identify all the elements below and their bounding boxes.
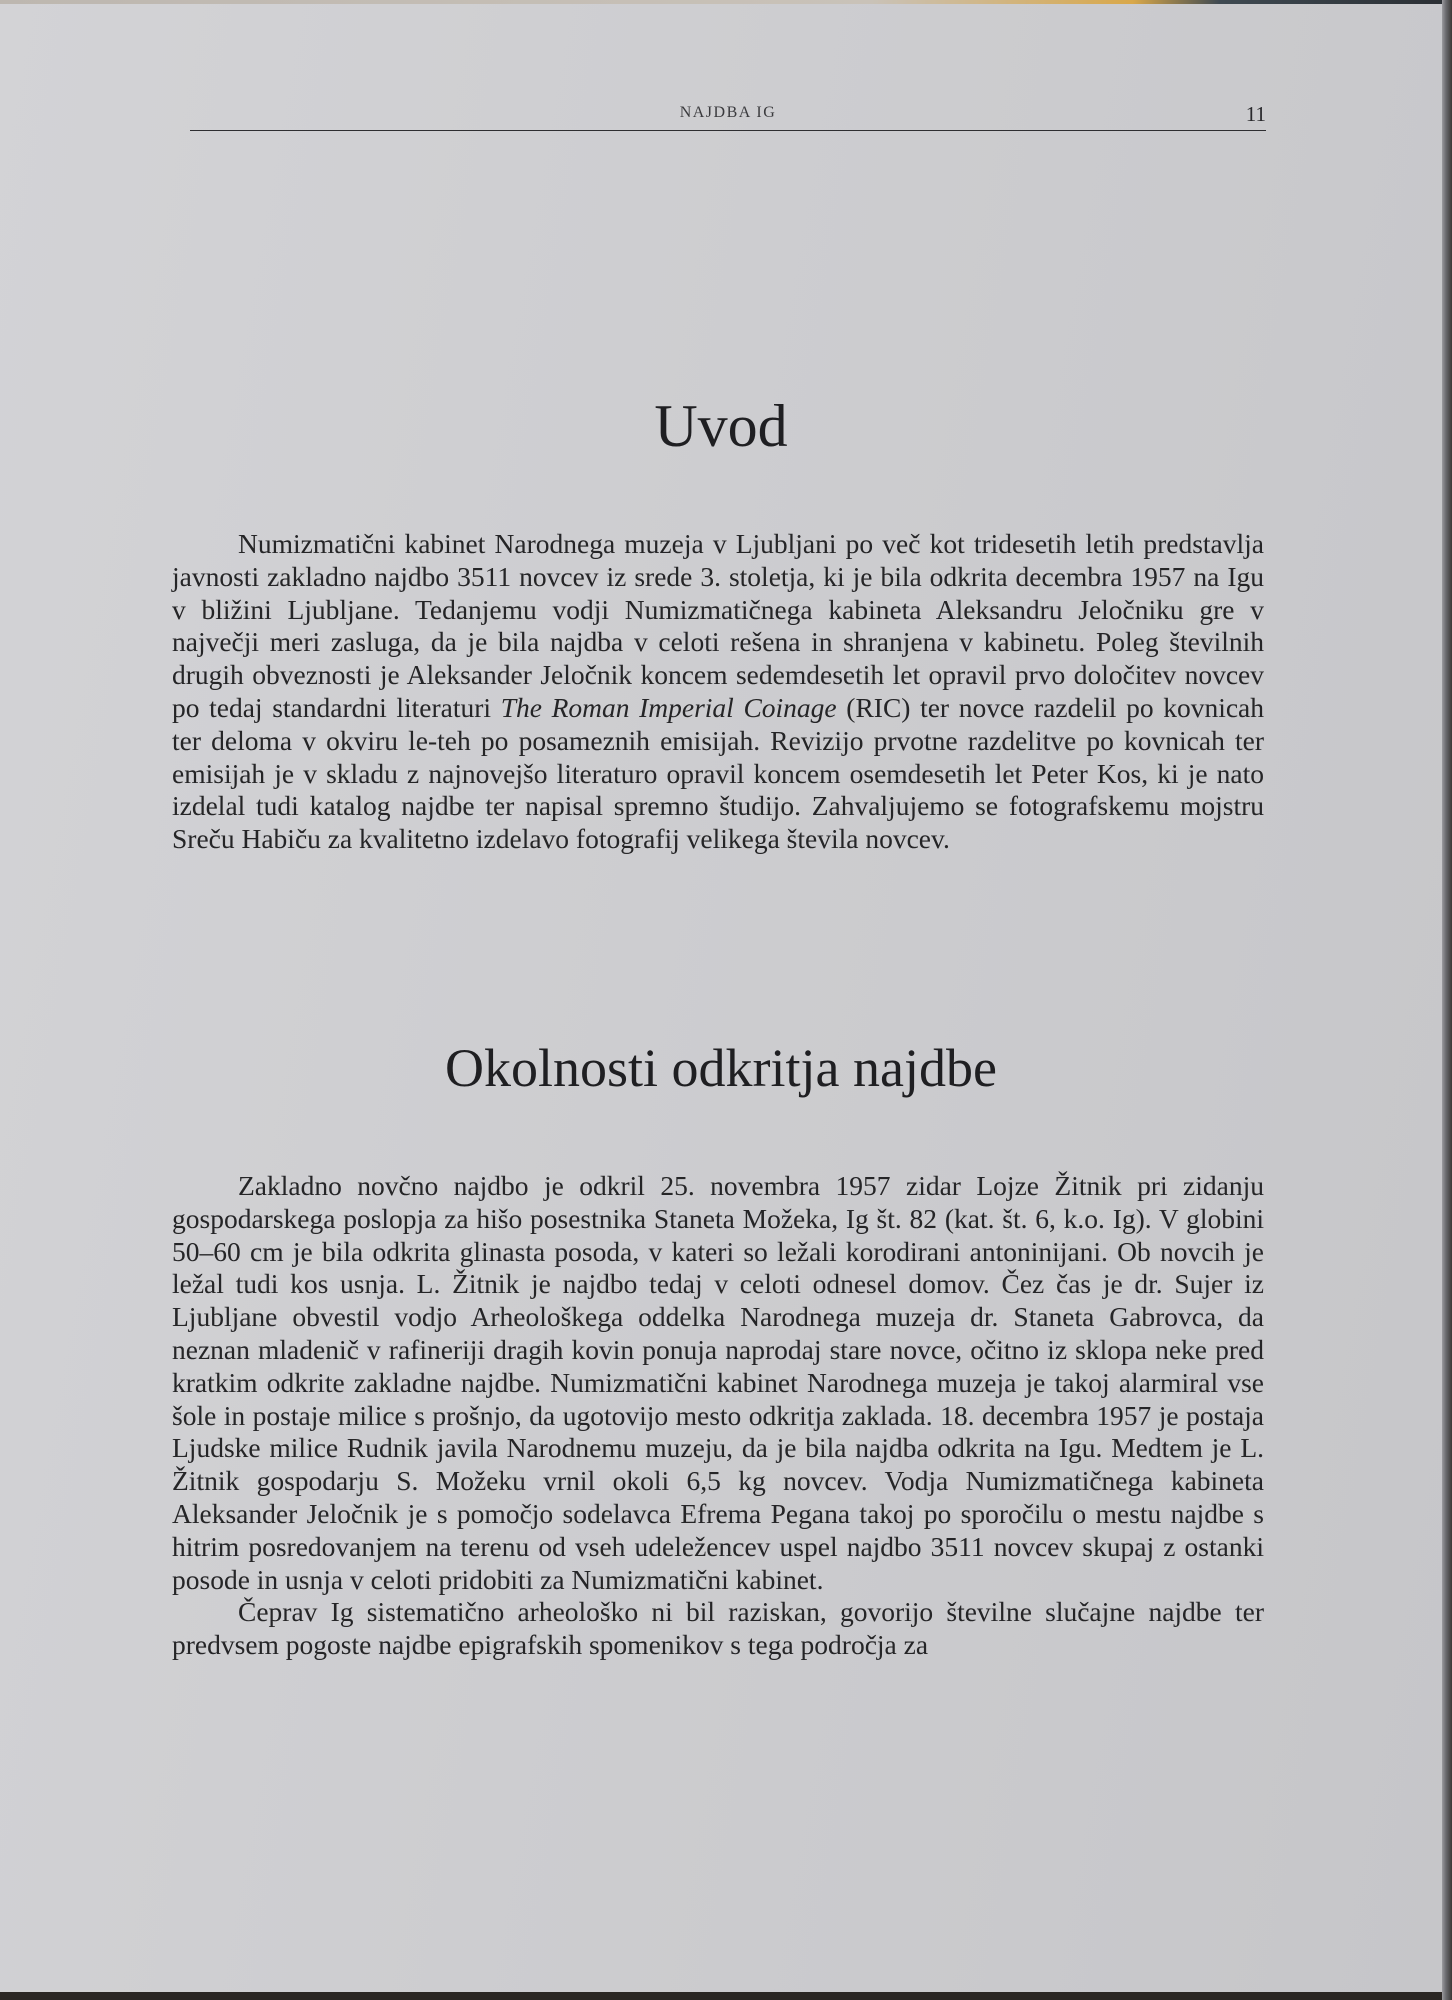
- section-title-uvod: Uvod: [654, 393, 788, 459]
- paragraph: [172, 1596, 1264, 1662]
- paragraph-text: Numizmatični kabinet Narodnega muzeja v Ljubljani po več kot tridesetih letih predstavlja javnosti zakladno najdbo 3511 novcev iz srede 3. stoletja, ki je bila odkrita decembra 1957 na Igu v bližini Ljubljane. Tedanjemu vodji Numizmatičnega kabineta Aleksandru Jeločniku gre v največji meri zasluga, da je bila najdba v celoti rešena in shranjena v kabinetu. Poleg številnih drugih obveznosti je Aleksander Jeločnik koncem sedemdesetih let opravil prvo določitev novcev po tedaj standardni literaturi: [172, 528, 1264, 723]
- page-number: 11: [1245, 102, 1266, 126]
- paragraph-text: (RIC) ter novce razdelil po kovnicah ter deloma v okviru le-teh po posameznih emisijah. Revizijo prvotne razdelitve po kovnicah ter emisijah je v skladu z najnovejšo literaturo opravil koncem osemdesetih let Peter Kos, ki je nato izdelal tudi katalog najdbe ter napisal spremno študijo. Zahvaljujemo se fotografskemu mojstru Sreču Habiču za kvalitetno izdelavo fotografij velikega števila novcev.: [172, 691, 1264, 855]
- book-spine-shadow: [1442, 0, 1452, 2000]
- paragraph: [172, 528, 1264, 856]
- paragraph-text: Zakladno novčno najdbo je odkril 25. novembra 1957 zidar Lojze Žitnik pri zidanju gospodarskega poslopja za hišo posestnika Staneta Možeka, Ig št. 82 (kat. št. 6, k.o. Ig). V globini 50–60 cm je bila odkrita glinasta posoda, v kateri so ležali korodirani antoninijani. Ob novcih je ležal tudi kos usnja. L. Žitnik je najdbo tedaj v celoti odnesel domov. Čez čas je dr. Sujer iz Ljubljane obvestil vodjo Arheološkega oddelka Narodnega muzeja dr. Staneta Gabrovca, da neznan mladenič v rafineriji dragih kovin ponuja naprodaj stare novce, očitno iz sklopa neke pred kratkim odkrite zakladne najdbe. Numizmatični kabinet Narodnega muzeja je takoj alarmiral vse šole in postaje milice s prošnjo, da ugotovijo mesto odkritja zaklada. 18. decembra 1957 je postaja Ljudske milice Rudnik javila Narodnemu muzeju, da je bila najdba odkrita na Igu. Medtem je L. Žitnik gospodarju S. Možeku vrnil okoli 6,5 kg novcev. Vodja Numizmatičnega kabineta Aleksander Jeločnik je s pomočjo sodelavca Efrema Pegana takoj po sporočilu o mestu najdbe s hitrim posredovanjem na terenu od vseh udeležencev uspel najdbo 3511 novcev skupaj z ostanki posode in usnja v celoti pridobiti za Numizmatični kabinet.: [172, 1170, 1264, 1595]
- section-body-okolnosti: [172, 1170, 1264, 1662]
- running-header: [190, 102, 1266, 131]
- section-title-okolnosti: Okolnosti odkritja najdbe: [445, 1038, 997, 1098]
- running-title: NAJDBA IG: [679, 104, 777, 121]
- paragraph: [172, 1170, 1264, 1596]
- paragraph-text: Čeprav Ig sistematično arheološko ni bil raziskan, govorijo številne slučajne najdbe ter predvsem pogoste najdbe epigrafskih spomenikov s tega področja za: [172, 1596, 1264, 1661]
- italic-title-text: The Roman Imperial Coinage: [500, 691, 837, 723]
- section-body-uvod: [172, 528, 1264, 856]
- book-top-edge: [0, 0, 1452, 4]
